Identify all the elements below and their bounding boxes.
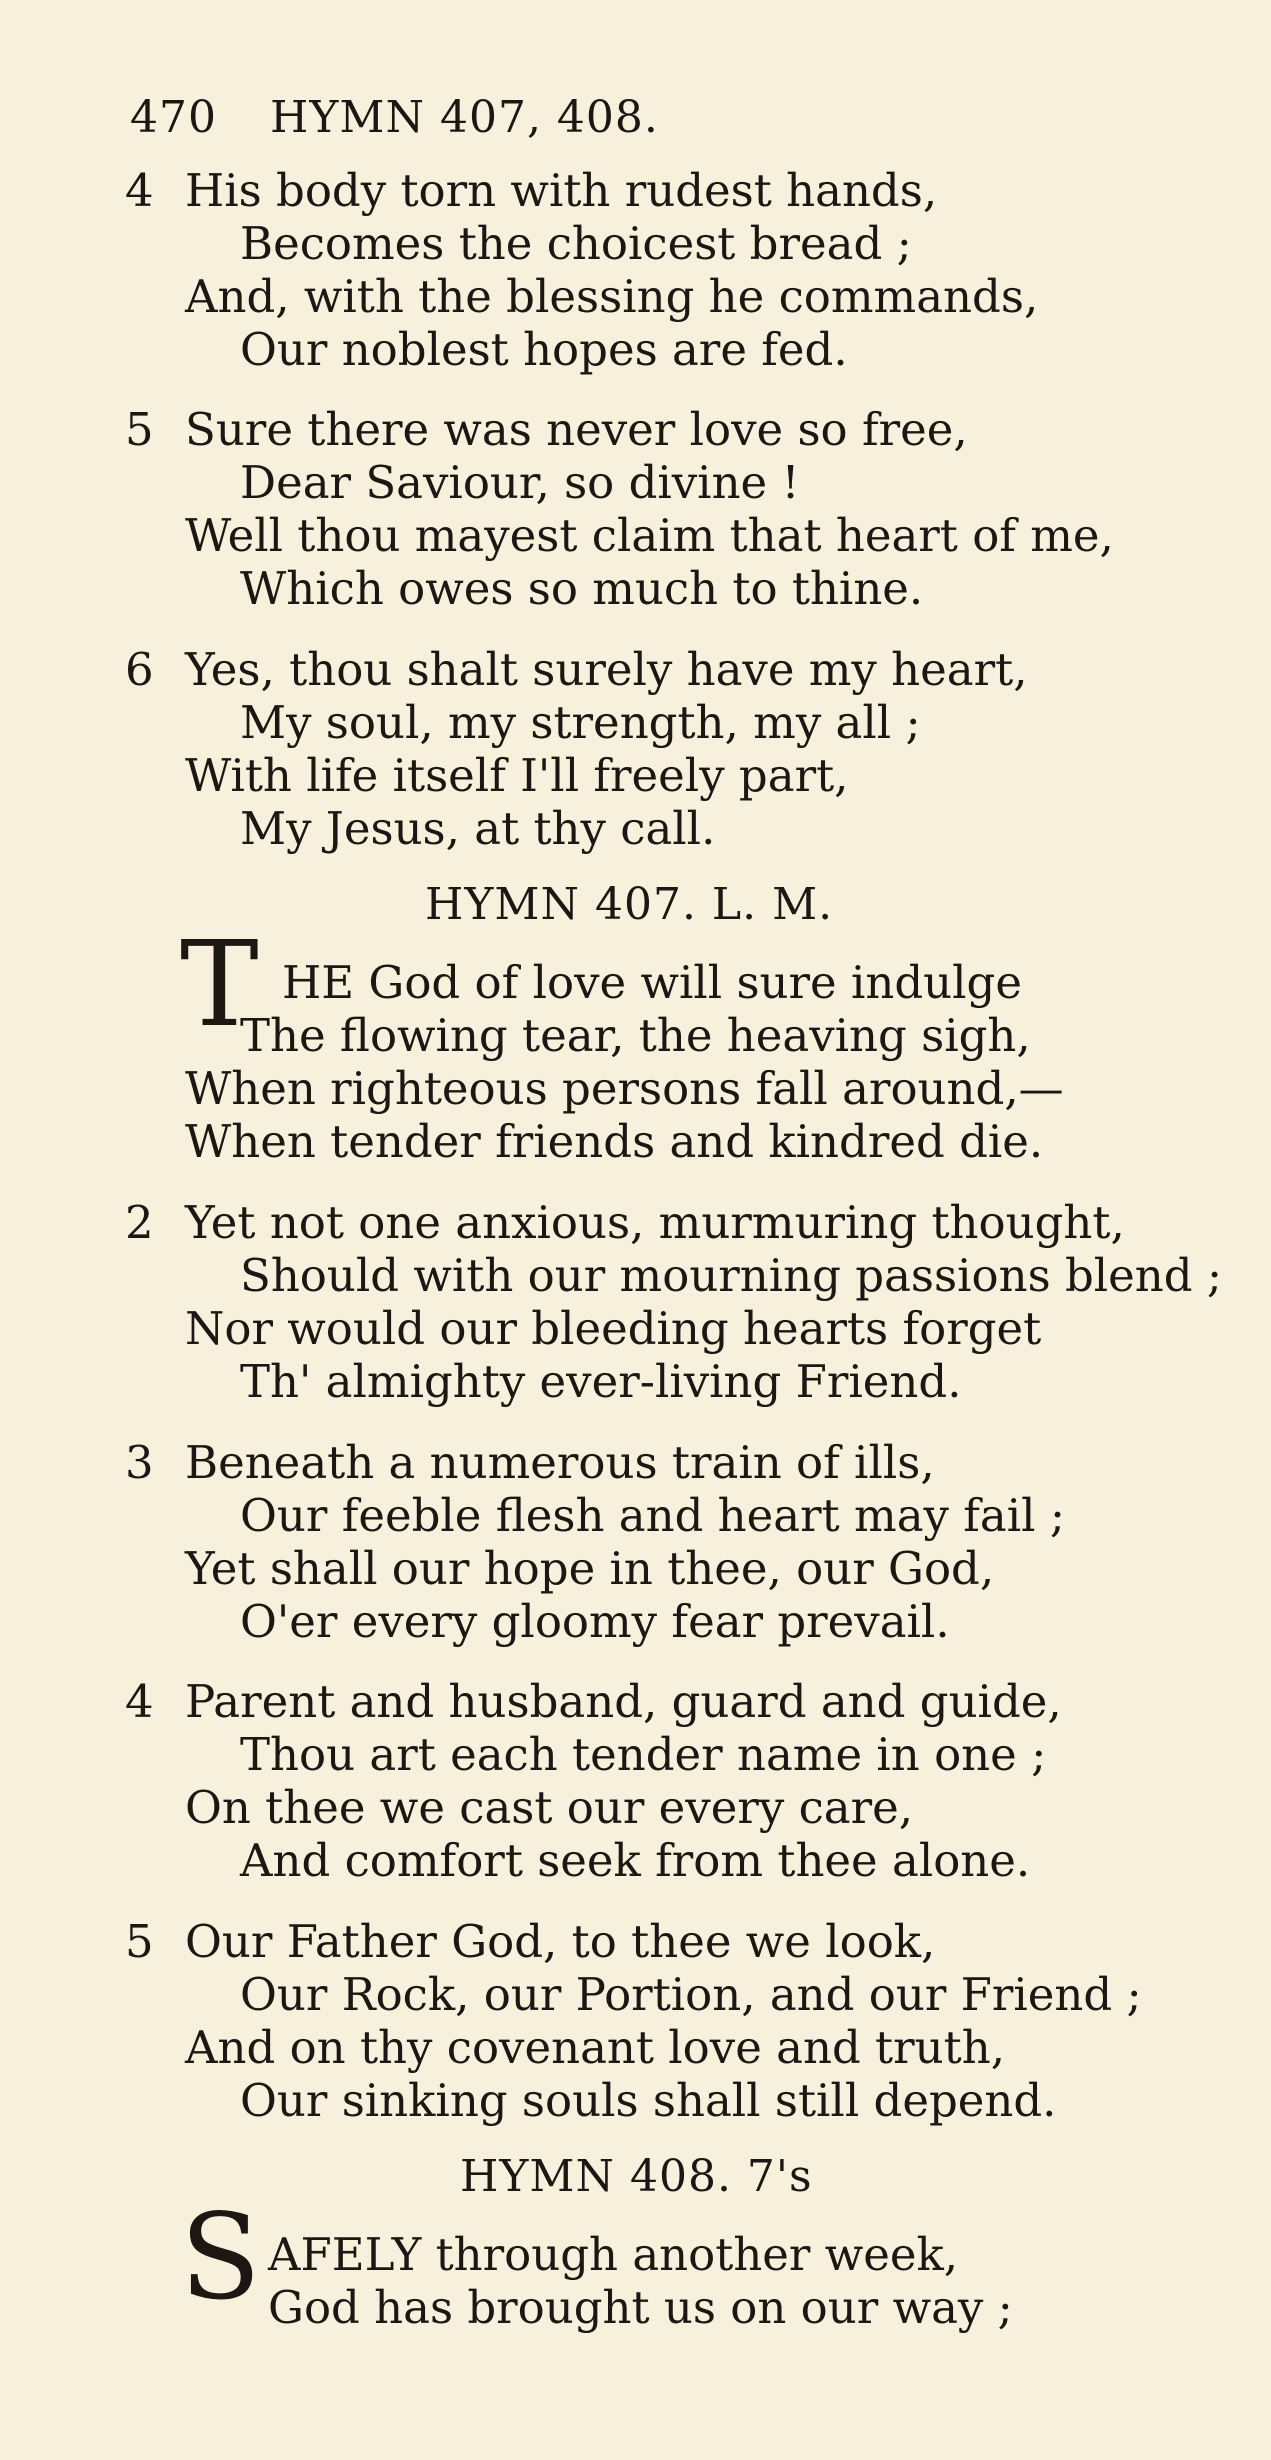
verse-line: And comfort seek from thee alone.	[240, 1834, 1031, 1887]
verse-line: My soul, my strength, my all ;	[240, 696, 921, 749]
verse-line: Should with our mourning passions blend ;	[240, 1249, 1223, 1302]
verse-line: AFELY through another week,	[268, 2228, 959, 2281]
verse-line: Which owes so much to thine.	[240, 562, 924, 615]
verse-line: Well thou mayest claim that heart of me,	[185, 509, 1114, 562]
verse-line: When righteous persons fall around,—	[185, 1062, 1064, 1115]
verse-number: 4	[125, 1675, 154, 1728]
verse-line: His body torn with rudest hands,	[185, 164, 938, 217]
hymn-408-heading: HYMN 408. 7's	[460, 2151, 813, 2202]
verse-line: God has brought us on our way ;	[268, 2281, 1013, 2334]
verse-line: And, with the blessing he commands,	[185, 270, 1039, 323]
verse-line: Our feeble flesh and heart may fail ;	[240, 1489, 1065, 1542]
verse-line: Beneath a numerous train of ills,	[185, 1436, 935, 1489]
verse-line: Becomes the choicest bread ;	[240, 217, 912, 270]
verse-number: 2	[125, 1196, 154, 1249]
page-header	[130, 92, 1130, 152]
verse-line: Thou art each tender name in one ;	[240, 1728, 1047, 1781]
verse-line: The flowing tear, the heaving sigh,	[240, 1009, 1031, 1062]
verse-line: Nor would our bleeding hearts forget	[185, 1302, 1042, 1355]
verse-line: HE God of love will sure indulge	[282, 956, 1022, 1009]
verse-line: Yes, thou shalt surely have my heart,	[185, 643, 1028, 696]
hymn-407-heading: HYMN 407. L. M.	[425, 879, 834, 930]
verse-line: Our Rock, our Portion, and our Friend ;	[240, 1968, 1142, 2021]
verse-line: Our sinking souls shall still depend.	[240, 2074, 1057, 2127]
verse-line: Yet shall our hope in thee, our God,	[185, 1542, 995, 1595]
verse-line: Our noblest hopes are fed.	[240, 323, 848, 376]
verse-number: 4	[125, 164, 154, 217]
verse-line: Yet not one anxious, murmuring thought,	[185, 1196, 1125, 1249]
verse-number: 6	[125, 643, 154, 696]
drop-cap: T	[180, 915, 259, 1053]
verse-number: 5	[125, 403, 154, 456]
verse-number: 3	[125, 1436, 154, 1489]
verse-line: Parent and husband, guard and guide,	[185, 1675, 1062, 1728]
running-title: HYMN 407, 408.	[270, 92, 659, 143]
page-number: 470	[130, 92, 217, 143]
verse-line: Sure there was never love so free,	[185, 403, 968, 456]
drop-cap: S	[180, 2188, 261, 2326]
verse-number: 5	[125, 1915, 154, 1968]
verse-line: Th' almighty ever-living Friend.	[240, 1355, 962, 1408]
verse-line: On thee we cast our every care,	[185, 1781, 914, 1834]
verse-line: With life itself I'll freely part,	[185, 749, 849, 802]
verse-line: When tender friends and kindred die.	[185, 1115, 1044, 1168]
verse-line: My Jesus, at thy call.	[240, 802, 716, 855]
verse-line: Dear Saviour, so divine !	[240, 456, 800, 509]
verse-line: O'er every gloomy fear prevail.	[240, 1595, 950, 1648]
verse-line: Our Father God, to thee we look,	[185, 1915, 936, 1968]
verse-line: And on thy covenant love and truth,	[185, 2021, 1005, 2074]
